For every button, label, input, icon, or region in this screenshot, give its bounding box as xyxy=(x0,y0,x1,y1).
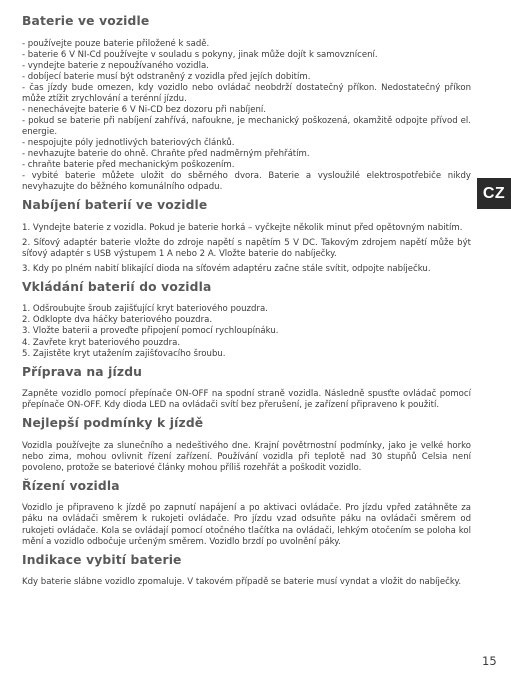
list-item: 4. Zavřete kryt bateriového pouzdra. xyxy=(22,337,181,348)
charging-step: 3. Kdy po plném nabití blikající dioda na síťovém adaptéru začne stále svítit, odpojte nabíječku. xyxy=(22,263,431,274)
low-battery-text: Kdy baterie slábne vozidlo zpomaluje. V takovém případě se baterie musí vyndat a vložit do nabíječky. xyxy=(22,577,462,588)
battery-rules-list xyxy=(22,39,471,194)
section-heading-inserting: Vkládání baterií do vozidla xyxy=(22,279,212,294)
list-item: 1. Odšroubujte šroub zajišťující kryt bateriového pouzdra. xyxy=(22,304,268,315)
section-heading-conditions: Nejlepší podmínky k jízdě xyxy=(22,416,204,431)
list-item: 3. Vložte baterii a proveďte připojení pomocí rychloupínáku. xyxy=(22,326,279,337)
insert-steps-list xyxy=(22,304,471,359)
list-item: - pokud se baterie při nabíjení zahřívá, nafoukne, je mechanický poškozená, okamžitě odpojte přívod el. energie. xyxy=(22,115,471,137)
section-heading-control: Řízení vozidla xyxy=(22,478,120,493)
section-heading-preparation: Příprava na jízdu xyxy=(22,364,143,379)
list-item: - vybité baterie můžete uložit do sběrného dvora. Baterie a vysloužilé elektrospotřebiče nikdy nevyhazujte do běžného komunálního odpadu. xyxy=(22,171,471,193)
charging-step: 2. Síťový adaptér baterie vložte do zdroje napětí s napětím 5 V DC. Takovým zdrojem napětí může být síťový adaptér s USB výstupem 1 A nebo 2 A. Vložte baterie do nabíječky. xyxy=(22,237,471,259)
list-item: - chraňte baterie před mechanickým poškozením. xyxy=(22,160,235,171)
list-item: - nespojujte póly jednotlivých bateriových článků. xyxy=(22,137,235,148)
list-item: 2. Odklopte dva háčky bateriového pouzdra. xyxy=(22,315,213,326)
list-item: - nevhazujte baterie do ohně. Chraňte před nadměrným přehřátím. xyxy=(22,148,310,159)
list-item: 5. Zajistěte kryt utažením zajišťovacího šroubu. xyxy=(22,348,226,359)
charging-step: 1. Vyndejte baterie z vozidla. Pokud je baterie horká – vyčkejte několik minut před opětovným nabitím. xyxy=(22,222,463,233)
list-item: - používejte pouze baterie přiložené k sadě. xyxy=(22,38,210,49)
section-heading-low-battery: Indikace vybití baterie xyxy=(22,552,182,567)
page-number: 15 xyxy=(482,654,497,668)
list-item: - baterie 6 V NI-Cd používejte v souladu s pokyny, jinak může dojít k samovznícení. xyxy=(22,49,378,60)
section-heading-batteries: Baterie ve vozidle xyxy=(22,14,150,28)
list-item: - nenechávejte baterie 6 V Ni-CD bez dozoru při nabíjení. xyxy=(22,104,267,115)
list-item: - dobíjecí baterie musí být odstraněný z vozidla před jejích dobitím. xyxy=(22,71,311,82)
language-tab: CZ xyxy=(477,178,511,209)
list-item: - vyndejte baterie z nepoužívaného vozidla. xyxy=(22,60,209,71)
conditions-text: Vozidla používejte za slunečního a nedeštivého dne. Krajní povětrnostní podmínky, jako je velké horko nebo zima, mohou ovlivnit řízení zařízení. Používání vozidla při teplotě nad 30 stupňů Celsia není povoleno, protože se bateriové články mohou příliš rozehřát a poškodit vozidlo. xyxy=(22,440,471,473)
manual-page xyxy=(22,15,471,592)
control-text: Vozidlo je připraveno k jízdě po zapnutí napájení a po aktivaci ovládače. Pro jízdu vpřed zatáhněte za páku na ovládači směrem k rukojeti ovládače. Pro jízdu vzad odsuňte páku na ovládači směrem od rukojeti ovládače. Kola se ovládají pomocí otočného tlačítka na ovládači, lehkým otočením se poloha kol mění a vozidlo odbočuje určeným směrem. Vozidlo brzdí po uvolnění páky. xyxy=(22,503,471,547)
section-heading-charging: Nabíjení baterií ve vozidle xyxy=(22,198,208,213)
preparation-text: Zapněte vozidlo pomocí přepínače ON-OFF na spodní straně vozidla. Následně spusťte ovládač pomocí přepínače ON-OFF. Kdy dioda LED na ovládači svítí bez přerušení, je zařízení připraveno k použití. xyxy=(22,389,471,411)
list-item: - čas jízdy bude omezen, kdy vozidlo nebo ovládač neobdrží dostatečný příkon. Nedostatečný příkon může ztížit zrychlování a terénní jízdu. xyxy=(22,82,471,104)
